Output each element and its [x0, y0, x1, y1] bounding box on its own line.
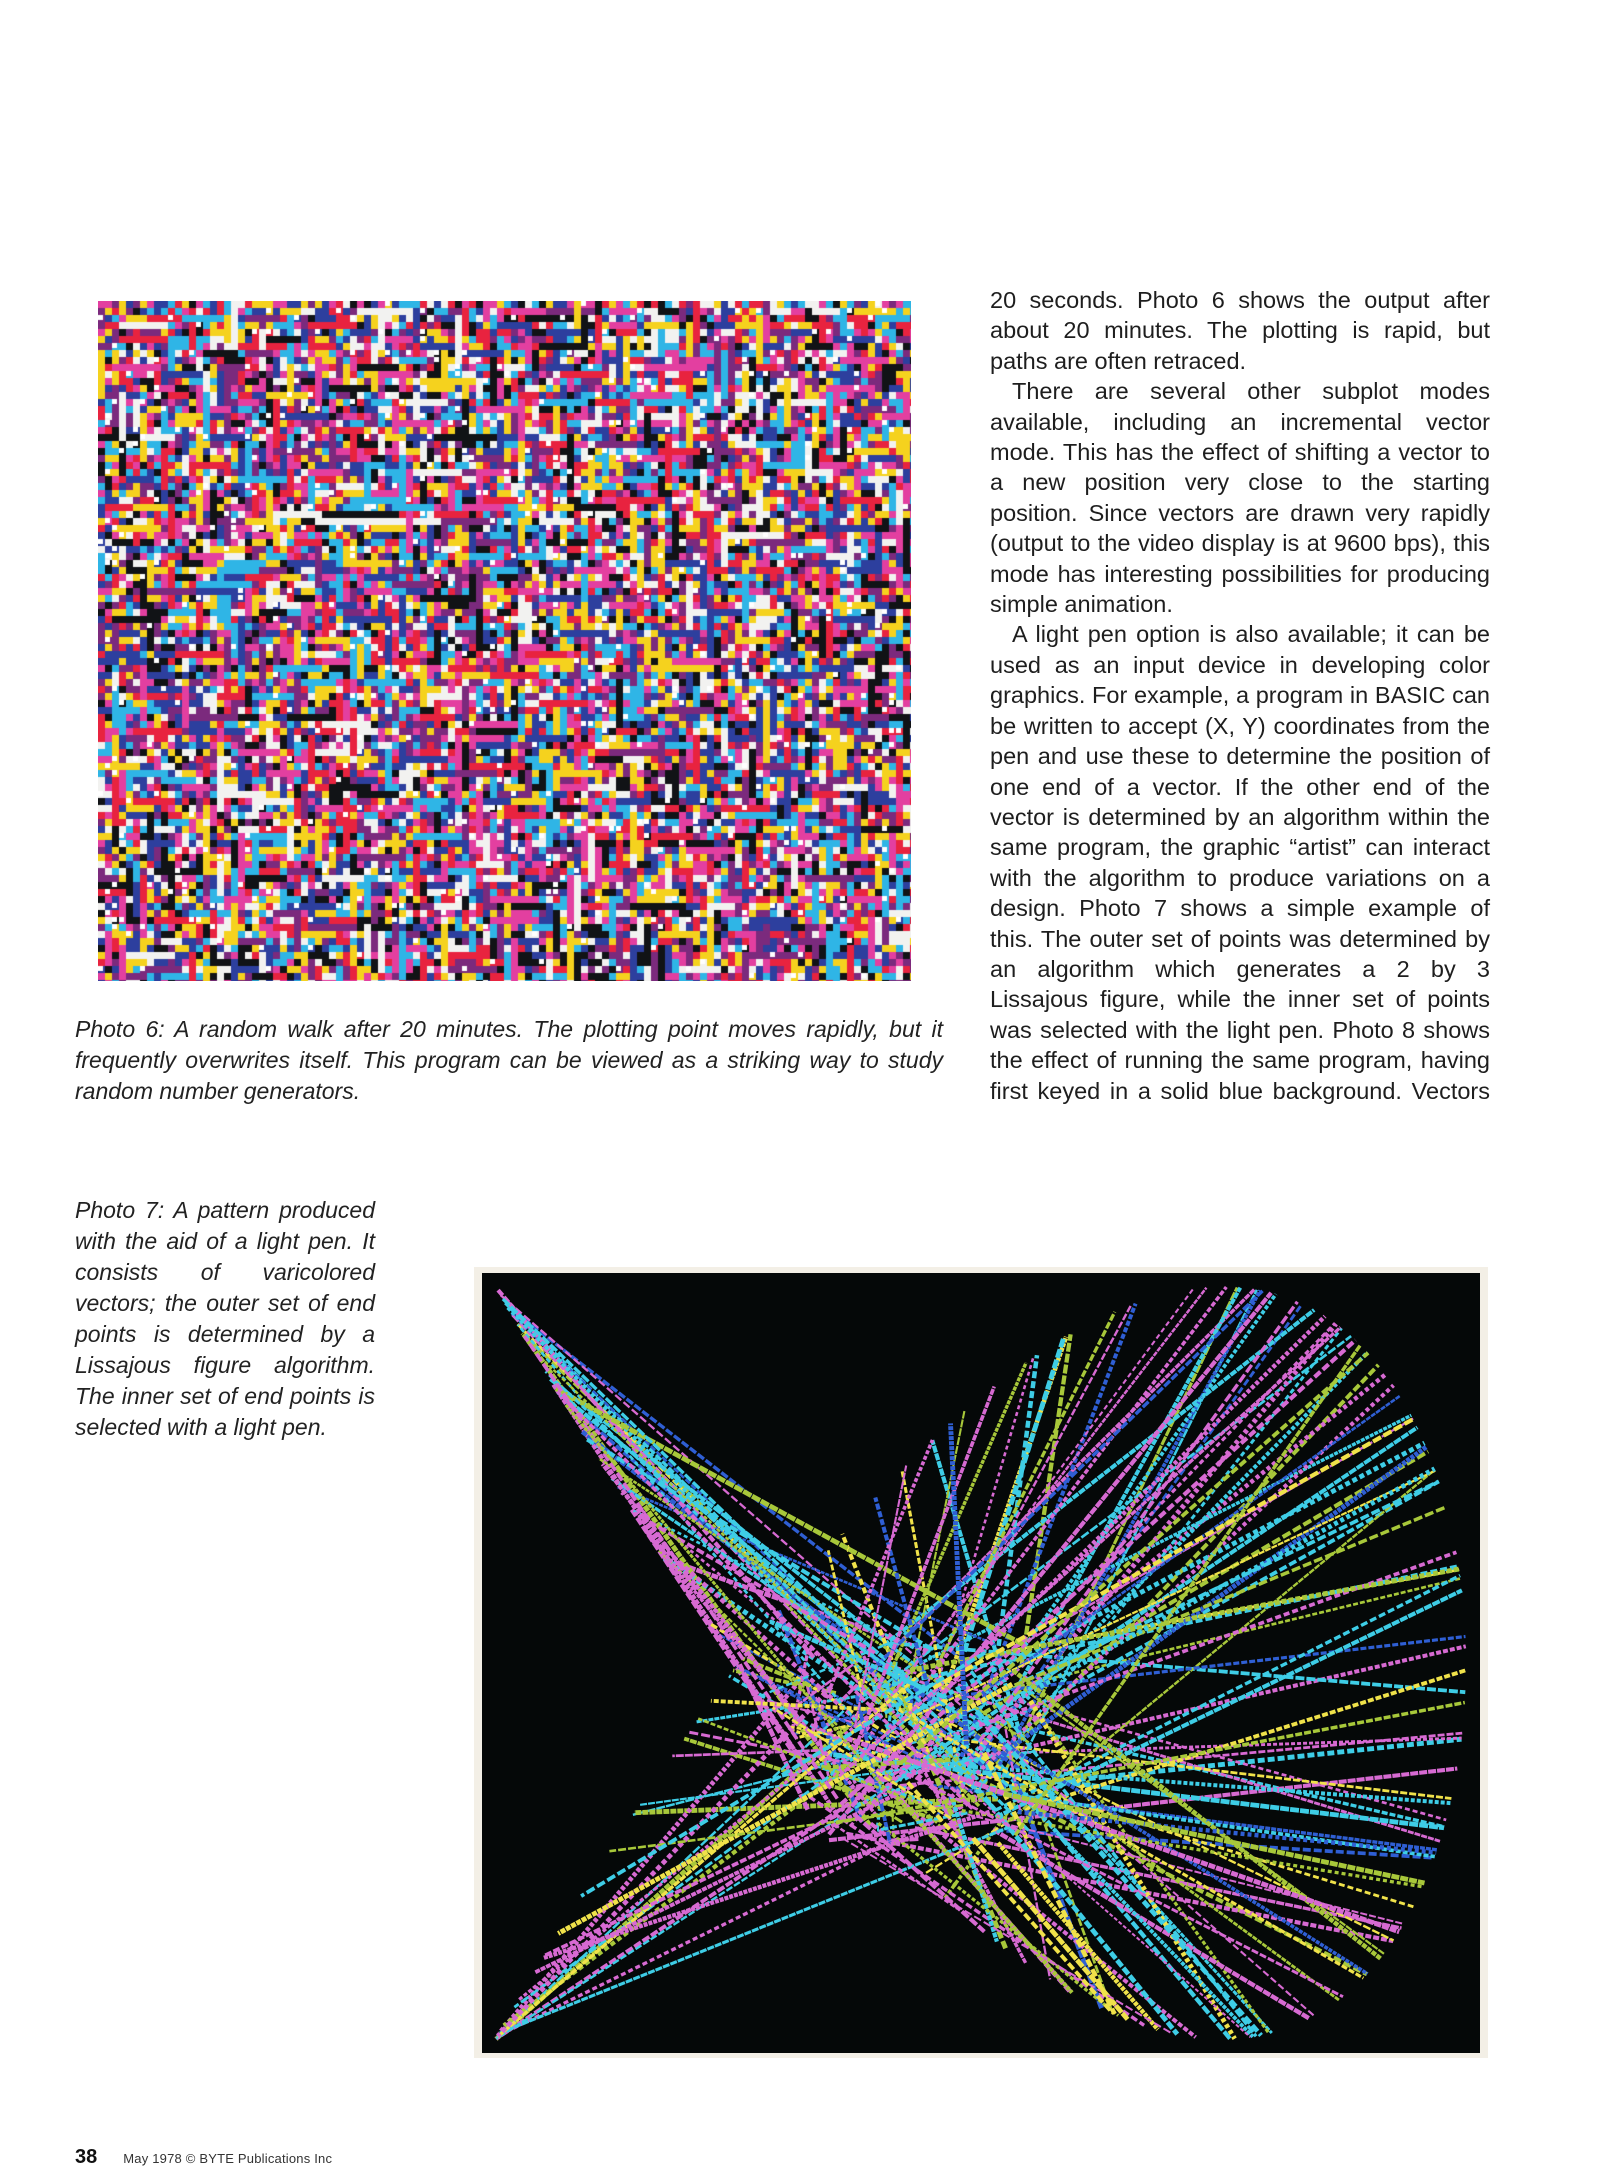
vector-line	[566, 1405, 885, 1788]
publication-info: May 1978 © BYTE Publications Inc	[123, 2151, 333, 2166]
varicolored-vectors-pattern	[482, 1273, 1480, 2053]
article-column	[990, 285, 1490, 1106]
vector-line	[498, 1687, 832, 2036]
article-paragraph-2: There are several other subplot modes available, including an incremental vector mode. This has the effect of shifting a vector to a new position very close to the starting position. Since vectors are drawn very rapidly (output to the video display is at 9600 bps), this mode has interesting possibilities for producing simple animation.	[990, 378, 1490, 618]
page-number: 38	[75, 2146, 98, 2168]
page-footer	[75, 2146, 332, 2168]
crt-screen	[482, 1273, 1480, 2053]
article-paragraph-3: A light pen option is also available; it can be used as an input device in developing color graphics. For example, a program in BASIC can be written to accept (X, Y) coordinates from the pen and use these to determine the position of one end of a vector. If the other end of the vector is determined by an algorithm within the same program, the graphic “artist” can interact with the algorithm to produce variations on a design. Photo 7 shows a simple example of this. The outer set of points was determined by an algorithm which generates a 2 by 3 Lissajous figure, while the inner set of points was selected with the light pen. Photo 8 shows the effect of running the same program, having first keyed in a solid blue background. Vectors	[990, 621, 1490, 1104]
photo-7-caption: Photo 7: A pattern produced with the aid of a light pen. It consists of varicolored vectors; the outer set of end points is determined by a Lissajous figure algorithm. The inner set of end points is selected with a light pen.	[75, 1197, 375, 1440]
vector-line	[835, 1825, 958, 1909]
vector-line	[499, 1827, 1010, 2034]
article-paragraph-1: 20 seconds. Photo 6 shows the output after about 20 minutes. The plotting is rapid, but paths are often retraced.	[990, 287, 1490, 374]
vector-line	[884, 1310, 1315, 1646]
random-walk-pattern	[98, 301, 911, 981]
vector-line	[839, 1327, 1340, 1776]
photo-6-caption: Photo 6: A random walk after 20 minutes. The plotting point moves rapidly, but it frequently overwrites itself. This program can be viewed as a striking way to study random number generators.	[75, 1016, 943, 1104]
photo-6-random-walk-image	[98, 301, 911, 981]
vector-line	[993, 1829, 1310, 2018]
photo-7-light-pen-image	[474, 1267, 1488, 2058]
